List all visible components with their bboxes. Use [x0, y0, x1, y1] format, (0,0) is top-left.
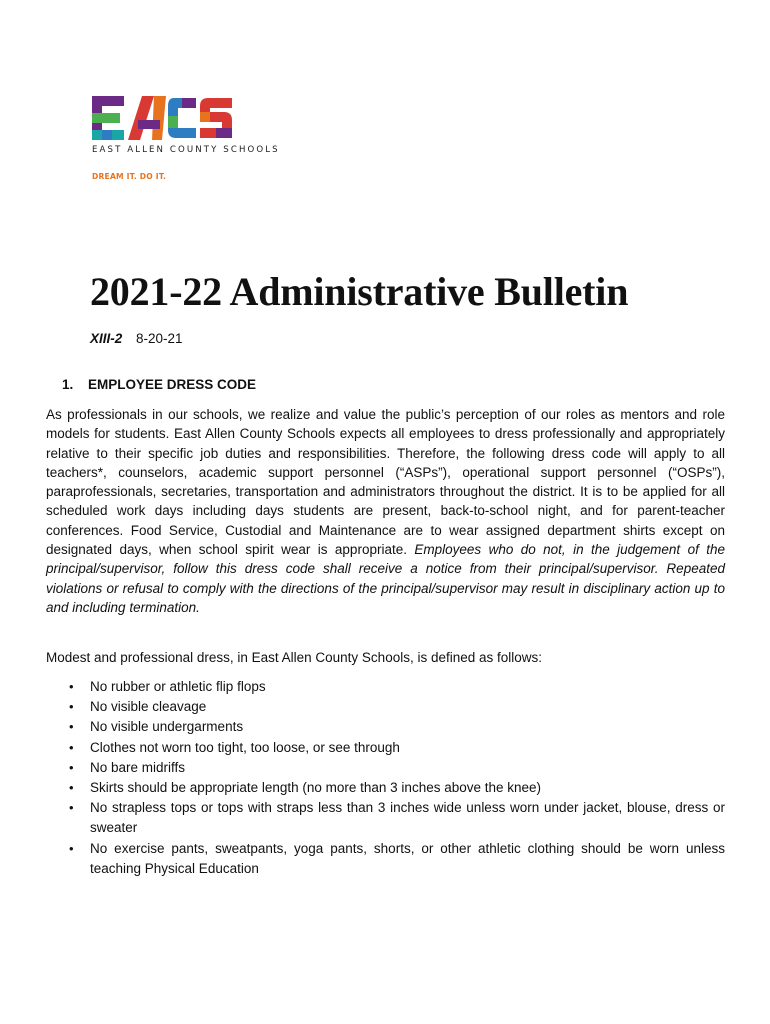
section-title: EMPLOYEE DRESS CODE — [88, 377, 257, 392]
bullet-icon: • — [69, 759, 74, 775]
list-item: • No visible cleavage — [46, 697, 725, 717]
list-item: • No visible undergarments — [46, 717, 725, 737]
list-item: • No exercise pants, sweatpants, yoga pants, shorts, or other athletic clothing should be worn unless teaching Physical Education — [69, 840, 725, 876]
bullet-icon: • — [69, 780, 74, 796]
eacs-logo — [92, 96, 302, 188]
dress-code-paragraph — [46, 405, 725, 617]
bullet-icon: • — [69, 800, 74, 816]
list-item: • No strapless tops or tops with straps less than 3 inches wide unless worn under jacket, blouse, dress or sweater — [69, 800, 725, 836]
list-item: • Skirts should be appropriate length (no more than 3 inches above the knee) — [46, 778, 725, 798]
dress-code-intro-text: As professionals in our schools, we realize and value the public’s perception of our roles as mentors and role models for students. East Allen County Schools expects all employees to dress professionally and appropriately relative to their specific job duties and responsibilities. Therefore, the following dress code will apply to all teachers*, counselors, academic support personnel (“ASPs”), operational support personnel (“OSPs”), paraprofessionals, secretaries, transportation and administrators throughout the district. It is to be applied for all scheduled work days including days students are present, back-to-school night, and for parent-teacher conferences. Food Service, Custodial and Maintenance are to wear assigned department shirts except on designated days, when school spirit wear is appropriate. — [46, 407, 725, 558]
list-item: • No bare midriffs — [46, 758, 725, 778]
bullet-icon: • — [69, 840, 74, 856]
list-item: • Clothes not worn too tight, too loose, or see through — [46, 738, 725, 758]
bullet-icon: • — [69, 739, 74, 755]
section-heading — [62, 377, 256, 392]
bullet-icon: • — [69, 699, 74, 715]
logo-tagline: DREAM IT. DO IT. — [92, 172, 167, 181]
dress-code-rules-list — [46, 677, 725, 879]
logo-district-name: EAST ALLEN COUNTY SCHOOLS — [92, 145, 280, 155]
list-item: • No rubber or athletic flip flops — [46, 677, 725, 697]
bulletin-date: 8-20-21 — [136, 331, 183, 346]
dress-code-violation-warning: Employees who do not, in the judgement of the principal/supervisor, follow this dress code shall receive a notice from their principal/supervisor. Repeated violations or refusal to comply with the directions of the principal/supervisor may result in disciplinary action up to and including termination. — [46, 542, 726, 615]
eacs-logo-letters — [92, 96, 234, 140]
bulletin-reference — [90, 331, 183, 346]
section-number: 1. — [62, 377, 74, 392]
bullet-icon: • — [69, 679, 74, 694]
bullet-icon: • — [69, 719, 74, 735]
bulletin-code: XIII-2 — [90, 331, 123, 346]
definition-paragraph: Modest and professional dress, in East Allen County Schools, is defined as follows: — [46, 650, 543, 665]
document-title: 2021-22 Administrative Bulletin — [90, 269, 629, 314]
